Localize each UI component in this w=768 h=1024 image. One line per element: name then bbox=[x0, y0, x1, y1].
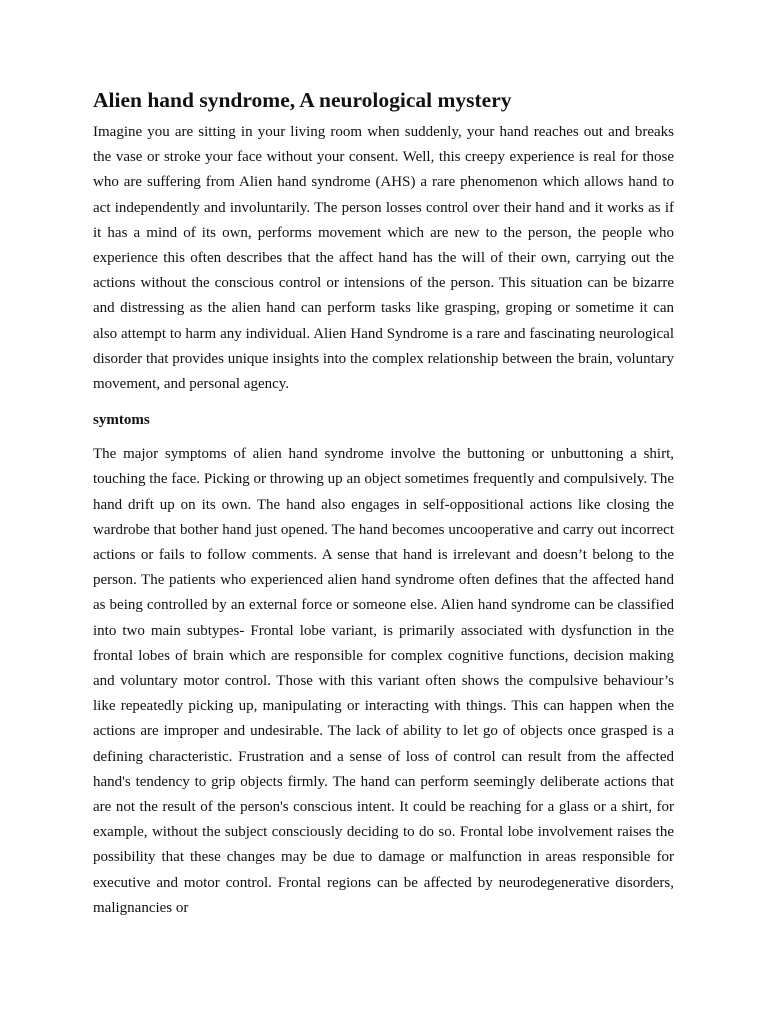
document-page bbox=[93, 84, 674, 921]
section-heading: symtoms bbox=[93, 412, 150, 429]
intro-paragraph: Imagine you are sitting in your living room when suddenly, your hand reaches out and breaks the vase or stroke your face without your consent. Well, this creepy experience is real for those who are suffering from Alien hand syndrome (AHS) a rare phenomenon which allows hand to act independently and involuntarily. The person losses control over their hand and it works as if it has a mind of its own, performs movement which are new to the person, the people who experience this often describes that the affect hand has the will of their own, carrying out the actions without the conscious control or intensions of the person. This situation can be bizarre and distressing as the alien hand can perform tasks like grasping, groping or sometime it can also attempt to harm any individual. Alien Hand Syndrome is a rare and fascinating neurological disorder that provides unique insights into the complex relationship between the brain, voluntary movement, and personal agency. bbox=[93, 124, 674, 393]
document-title: Alien hand syndrome, A neurological mystery bbox=[93, 88, 512, 112]
section-body-paragraph: The major symptoms of alien hand syndrome involve the buttoning or unbuttoning a shirt, touching the face. Picking or throwing up an object sometimes frequently and compulsively. The hand drift up on its own. The hand also engages in self-oppositional actions like closing the wardrobe that bother hand just opened. The hand becomes uncooperative and carry out incorrect actions or fails to follow comments. A sense that hand is irrelevant and doesn’t belong to the person. The patients who experienced alien hand syndrome often defines that the affected hand as being controlled by an external force or someone else. Alien hand syndrome can be classified into two main subtypes- Frontal lobe variant, is primarily associated with dysfunction in the frontal lobes of brain which are responsible for complex cognitive functions, decision making and voluntary motor control. Those with this variant often shows the compulsive behaviour’s like repeatedly picking up, manipulating or interacting with things. This can happen when the actions are improper and undesirable. The lack of ability to let go of objects once grasped is a defining characteristic. Frustration and a sense of loss of control can result from the affected hand's tendency to grip objects firmly. The hand can perform seemingly deliberate actions that are not the result of the person's conscious intent. It could be reaching for a glass or a shirt, for example, without the subject consciously deciding to do so. Frontal lobe involvement raises the possibility that these changes may be due to damage or malfunction in areas responsible for executive and motor control. Frontal regions can be affected by neurodegenerative disorders, malignancies or bbox=[93, 446, 674, 916]
